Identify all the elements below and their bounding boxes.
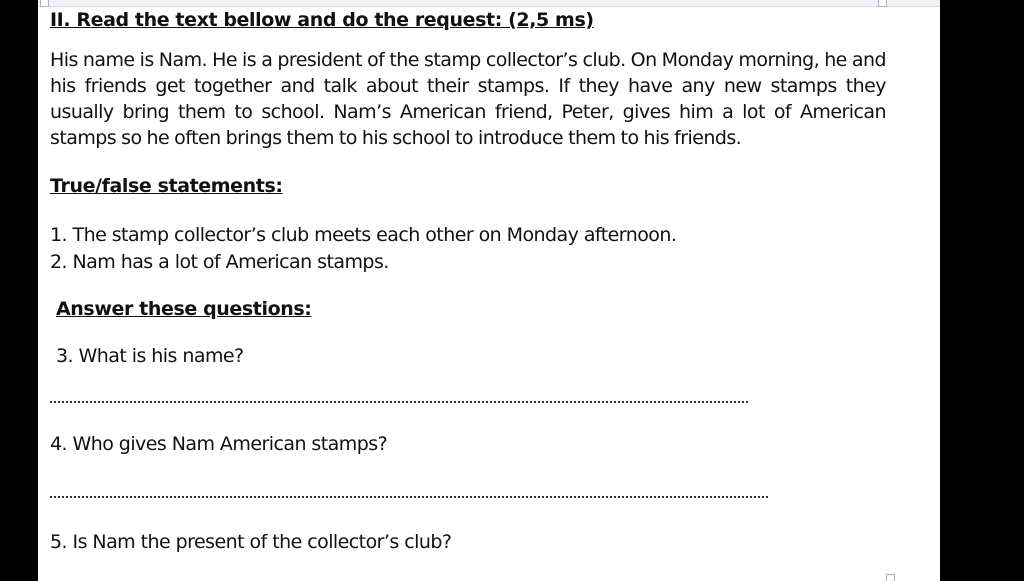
exercise-heading: II. Read the text bellow and do the request: (2,5 ms)	[50, 9, 594, 31]
answer-line-3	[50, 401, 748, 403]
answer-line-4	[50, 496, 768, 498]
question-5: 5. Is Nam the present of the collector’s club?	[50, 531, 452, 553]
question-3: 3. What is his name?	[56, 345, 244, 367]
reading-passage: His name is Nam. He is a president of the stamp collector’s club. On Monday morning, he and his friends get together and talk about their stamps. If they have any new stamps they usually bring them to school. Nam’s American friend, Peter, gives him a lot of American stamps so he often brings them to his school to introduce them to his friends.	[50, 49, 886, 149]
true-false-title: True/false statements:	[50, 175, 283, 197]
statement-1: 1. The stamp collector’s club meets each other on Monday afternoon.	[50, 224, 677, 246]
page-corner-marker	[886, 574, 895, 581]
questions-title: Answer these questions:	[56, 298, 312, 320]
page-top-strip	[38, 0, 940, 7]
question-4: 4. Who gives Nam American stamps?	[50, 433, 388, 455]
worksheet-page	[38, 0, 940, 581]
page-corner-marker	[40, 0, 49, 7]
page-corner-marker	[878, 0, 887, 7]
statement-2: 2. Nam has a lot of American stamps.	[50, 251, 389, 273]
